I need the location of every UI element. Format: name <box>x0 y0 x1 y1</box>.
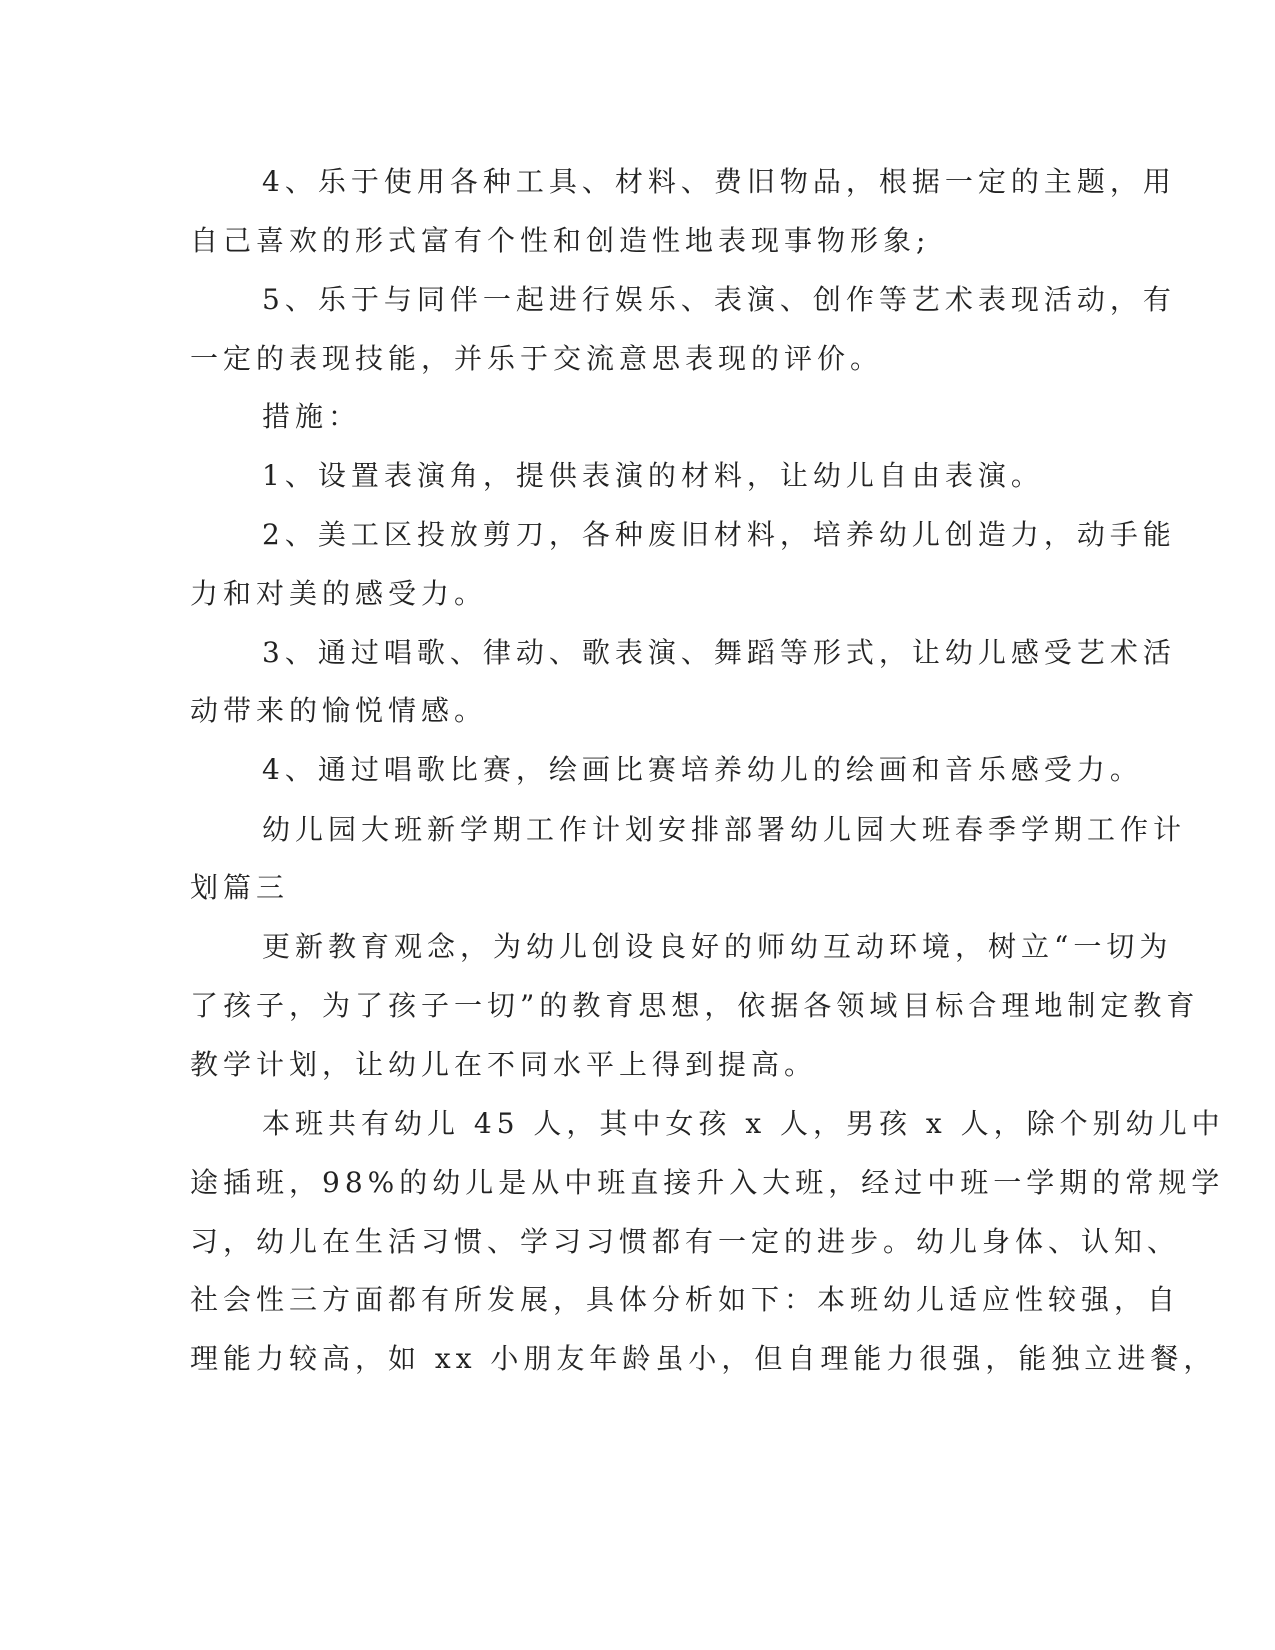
text-line: 5、乐于与同伴一起进行娱乐、表演、创作等艺术表现活动，有 <box>262 283 1176 316</box>
document-title: 划篇三 <box>190 871 290 904</box>
text-line: 动带来的愉悦情感。 <box>190 694 488 727</box>
text-line: 自己喜欢的形式富有个性和创造性地表现事物形象; <box>190 224 931 257</box>
text-line: 1、设置表演角，提供表演的材料，让幼儿自由表演。 <box>262 459 1044 492</box>
text-line: 2、美工区投放剪刀，各种废旧材料，培养幼儿创造力，动手能 <box>262 518 1176 551</box>
section-heading: 措施： <box>262 400 362 433</box>
text-line: 4、乐于使用各种工具、材料、费旧物品，根据一定的主题，用 <box>262 165 1176 198</box>
document-title: 幼儿园大班新学期工作计划安排部署幼儿园大班春季学期工作计 <box>262 813 1187 846</box>
text-line: 途插班，98%的幼儿是从中班直接升入大班，经过中班一学期的常规学 <box>190 1166 1225 1199</box>
text-line: 本班共有幼儿 45 人，其中女孩 x 人，男孩 x 人，除个别幼儿中 <box>262 1107 1225 1140</box>
text-line: 教学计划，让幼儿在不同水平上得到提高。 <box>190 1048 818 1081</box>
text-line: 社会性三方面都有所发展，具体分析如下：本班幼儿适应性较强，自 <box>190 1283 1181 1316</box>
text-line: 更新教育观念，为幼儿创设良好的师幼互动环境，树立“一切为 <box>262 930 1173 963</box>
text-line: 习，幼儿在生活习惯、学习习惯都有一定的进步。幼儿身体、认知、 <box>190 1225 1181 1258</box>
text-line: 一定的表现技能，并乐于交流意思表现的评价。 <box>190 342 884 375</box>
text-line: 4、通过唱歌比赛，绘画比赛培养幼儿的绘画和音乐感受力。 <box>262 753 1143 786</box>
text-line: 3、通过唱歌、律动、歌表演、舞蹈等形式，让幼儿感受艺术活 <box>262 636 1176 669</box>
text-line: 理能力较高，如 xx 小朋友年龄虽小，但自理能力很强，能独立进餐， <box>190 1342 1217 1375</box>
text-line: 了孩子，为了孩子一切”的教育思想，依据各领域目标合理地制定教育 <box>190 989 1200 1022</box>
text-line: 力和对美的感受力。 <box>190 577 488 610</box>
